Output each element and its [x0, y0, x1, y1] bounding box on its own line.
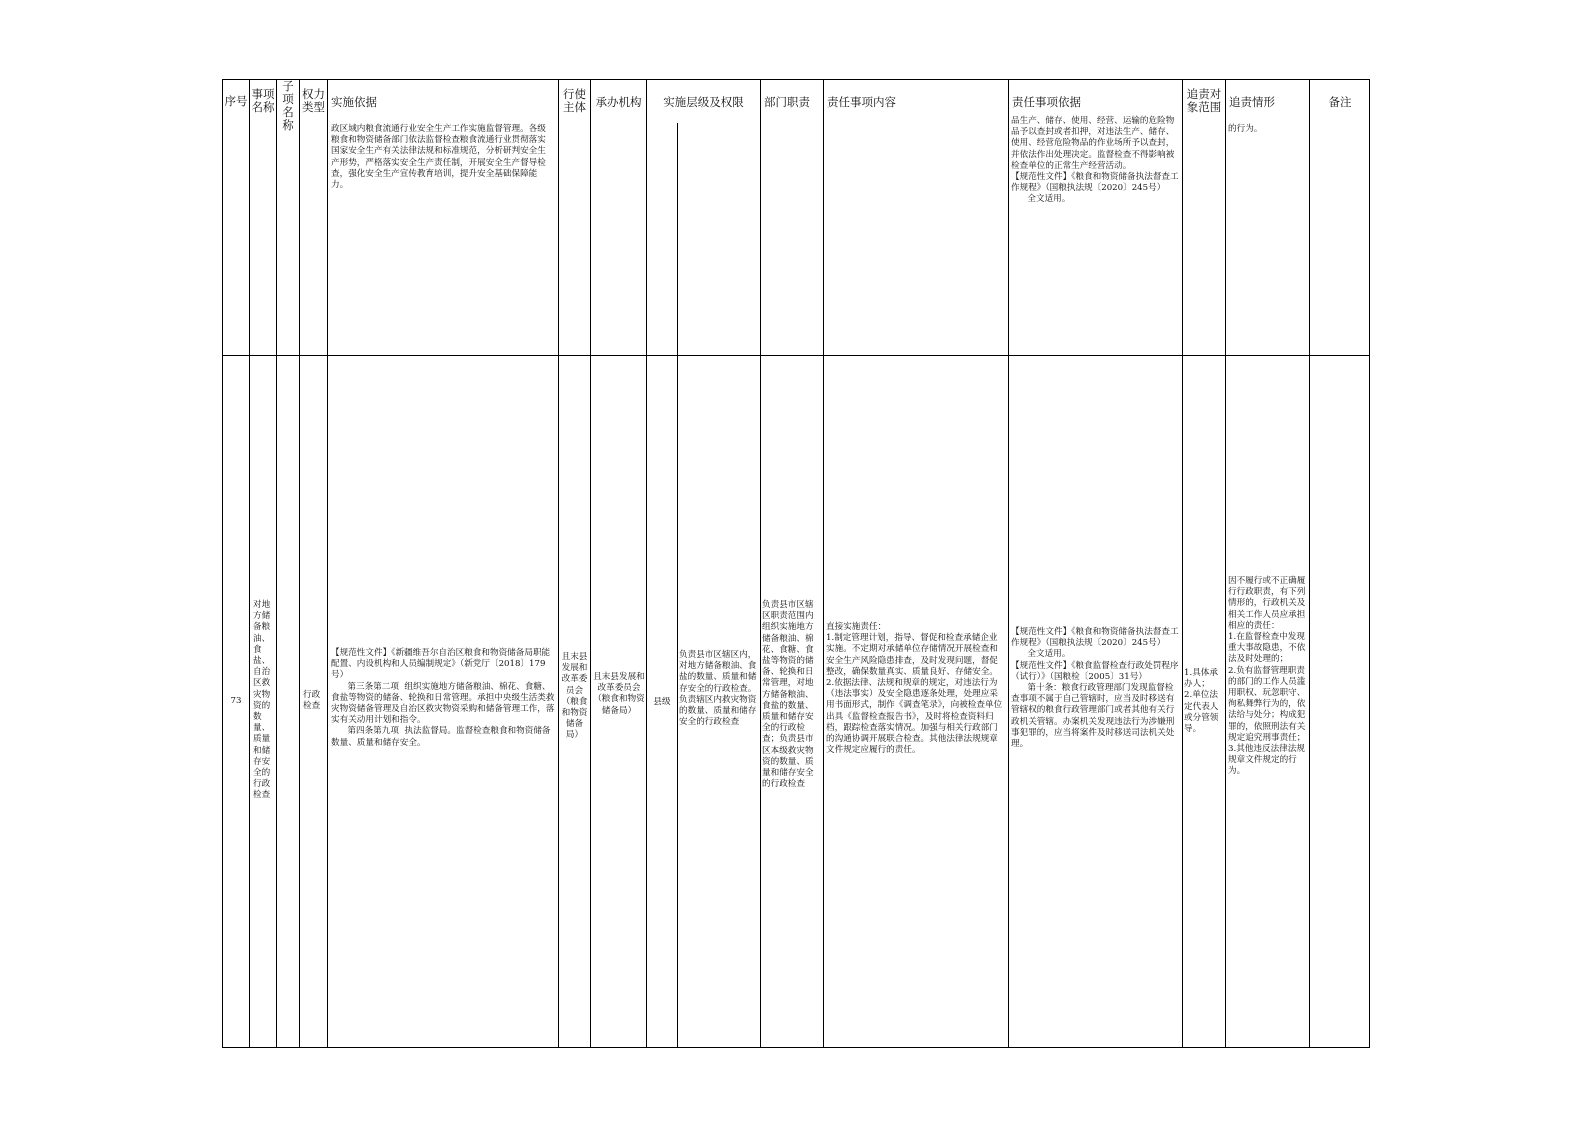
row73-remark	[1312, 600, 1368, 620]
continued-basis: 政区域内粮食流通行业安全生产工作实施监督管理。各级粮食和物资储备部门依法监督检查粮食流通行业贯彻落实国家安全生产有关法律法规和标准规范，分析研判安全生产形势，严格落实安全生产责任制，开展安全生产督导检查，强化安全生产宣传教育培训，提升安全基础保障能力。	[331, 124, 546, 191]
row73-level-b: 负责县市区辖区内，对地方储备粮油、食盐的数量、质量和储存安全的行政检查。负责辖区内救灾物资的数量、质量和储存安全的行政检查	[679, 650, 757, 728]
row73-duty: 负责县市区辖区职责范围内组织实施地方储备粮油、棉花、食糖、食盐等物资的储备、轮换和日常管理，对地方储备粮油、食盐的数量、质量和储存安全的行政检查；负责县市区本级救灾物资的数量、质量和储存安全的行政检查	[762, 600, 814, 790]
row73-org: 且末县发展和改革委员会（粮食和物资储备局）	[593, 672, 645, 716]
header-item-name: 事项名称	[251, 87, 275, 114]
row73-resp-basis: 【规范性文件】《粮食和物资储备执法督查工作规程》（国粮执法规〔2020〕245号） 全文适用。 【规范性文件】《粮食监督检查行政处罚程序（试行）》（国粮检〔2005〕31号） 第十条：粮食行政管理部门发现监督检查事项不属于自己管辖时，应当及时移送有管辖权的粮食行政管理部门或者其他有关行政机关管辖。办案机关发现违法行为涉嫌刑事犯罪的，应当将案件及时移送司法机关处理。	[1011, 627, 1179, 750]
col-divider	[327, 79, 328, 1048]
header-seq: 序号	[224, 94, 248, 108]
row73-acc-case: 因不履行或不正确履行行政职责，有下列情形的，行政机关及相关工作人员应承担相应的责任： 1.在监督检查中发现重大事故隐患，不依法及时处理的； 2.负有监督管理职责的部门的工作人员滥用职权、玩忽职守、徇私舞弊行为的，依法给与处分；构成犯罪的，依照刑法有关规定追究刑事责任； 3.其他违反法律法规规章文件规定的行为。	[1228, 576, 1306, 777]
header-org: 承办机构	[595, 95, 642, 109]
col-divider	[299, 79, 300, 1048]
row73-power-type: 行政检查	[303, 690, 321, 712]
row73-subject: 且末县发展和改革委员会（粮食和物资储备局）	[561, 652, 588, 741]
col-divider	[1182, 79, 1183, 1048]
continued-resp-basis: 品生产、储存、使用、经营、运输的危险物品予以查封或者扣押，对违法生产、储存、使用、经营危险物品的作业场所予以查封，并依法作出处理决定。监督检查不得影响被检查单位的正常生产经营活动。 【规范性文件】《粮食和物资储备执法督查工作规程》（国粮执法规〔2020〕245号） 全文适用。	[1011, 116, 1179, 205]
col-divider	[558, 79, 559, 1048]
col-divider	[677, 123, 678, 1048]
col-divider	[760, 79, 761, 1048]
row73-level-a: 县级	[653, 697, 671, 707]
col-divider	[1008, 79, 1009, 1048]
row73-item-name: 对地方储备粮油、食盐、自治区救灾物资的数量、质量和储存安全的行政检查	[253, 600, 271, 801]
header-resp-content: 责任事项内容	[827, 95, 896, 109]
row-divider	[222, 355, 1370, 356]
row73-resp-content: 直接实施责任： 1.制定管理计划，指导、督促和检查承储企业实施。不定期对承储单位存储情况开展检查和安全生产风险隐患排查，及时发现问题，督促整改，确保数量真实、质量良好、存储安全。 2.依据法律、法规和规章的规定，对违法行为（违法事实）及安全隐患逐条处理，处理应采用书面形式，制作《调查笔录》，向被检查单位出具《监督检查报告书》，及时将检查资料归档，跟踪检查落实情况。加强与相关行政部门的沟通协调开展联合检查。其他法律法规规章文件规定应履行的责任。	[826, 622, 1003, 756]
header-level: 实施层级及权限	[663, 95, 744, 109]
header-basis: 实施依据	[331, 95, 377, 109]
continued-acc-case: 的行为。	[1228, 124, 1263, 134]
header-acc-case: 追责情形	[1229, 95, 1275, 109]
header-remark: 备注	[1328, 95, 1352, 109]
col-divider	[276, 79, 277, 1048]
col-divider	[646, 79, 647, 1048]
header-duty: 部门职责	[764, 95, 810, 109]
row73-acc-scope: 1.具体承办人； 2.单位法定代表人或分管领导。	[1184, 668, 1219, 735]
col-divider	[1225, 79, 1226, 1048]
row73-basis: 【规范性文件】《新疆维吾尔自治区粮食和物资储备局职能配置、内设机构和人员编制规定》（新党厅〔2018〕179号） 第三条第二项 组织实施地方储备粮油、棉花、食糖、食盐等物资的储备、轮换和日常管理。承担中央级生活类救灾物资储备管理及自治区救灾物资采购和储备管理工作，落实有关动用计划和指令。 第四条第九项 执法监督局。监督检查粮食和物资储备数量、质量和储存安全。	[331, 648, 555, 748]
col-divider	[590, 79, 591, 1048]
col-divider	[1309, 79, 1310, 1048]
header-power-type: 权力类型	[302, 87, 325, 114]
header-acc-scope: 追责对象范围	[1186, 87, 1222, 114]
header-resp-basis: 责任事项依据	[1012, 95, 1081, 109]
col-divider	[823, 79, 824, 1048]
header-sub-item: 子项名称	[282, 79, 294, 132]
header-subject: 行使主体	[563, 87, 586, 114]
col-divider	[249, 79, 250, 1048]
row73-seq: 73	[230, 695, 242, 706]
